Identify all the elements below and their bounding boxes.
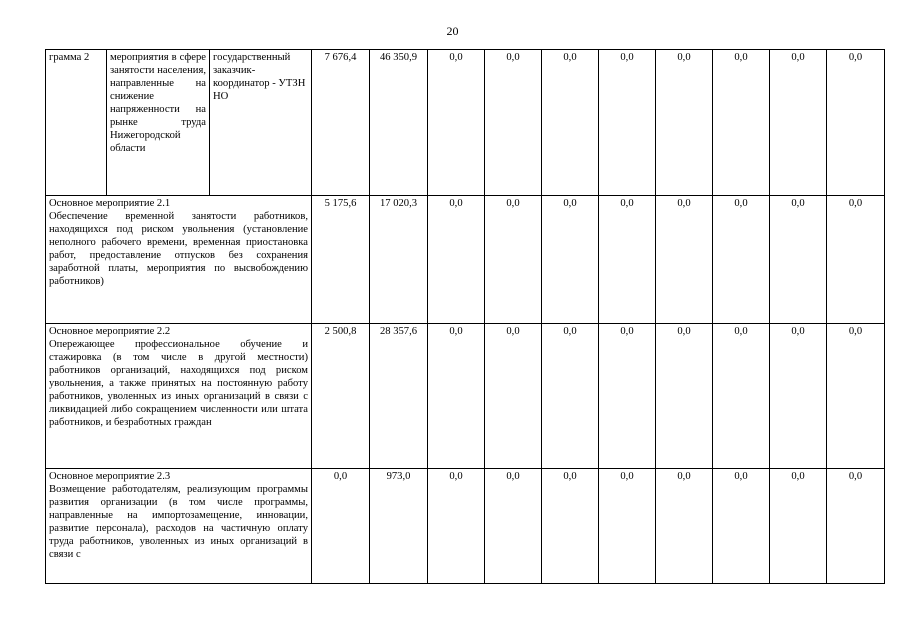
value-cell: 0,0 (713, 324, 770, 469)
activity-title: Основное мероприятие 2.3 (49, 471, 171, 482)
table-row (46, 324, 885, 469)
value-cell: 0,0 (428, 196, 485, 324)
value-cell: 0,0 (485, 196, 542, 324)
value-cell: 0,0 (428, 469, 485, 584)
value-cell: 0,0 (827, 324, 885, 469)
value-cell: 0,0 (713, 469, 770, 584)
value-cell: 0,0 (656, 196, 713, 324)
page-number: 20 (446, 24, 459, 38)
value-cell: 0,0 (485, 469, 542, 584)
activity-description-cell (46, 324, 312, 469)
activity-title: Основное мероприятие 2.1 (49, 198, 171, 209)
table-row (46, 50, 885, 196)
value-cell: 0,0 (656, 324, 713, 469)
activity-text: Обеспечение временной занятости работников, находящихся под риском увольнения (установление неполного рабочего времени, временная приостановка работ, предоставление отпусков без сохранения заработной платы, мероприятия по высвобождению работников) (49, 211, 308, 287)
value-cell: 0,0 (312, 469, 370, 584)
activity-text: Опережающее профессиональное обучение и стажировка (в том числе в другой местности) работников организаций, находящихся под риском увольнения, а также принятых на постоянную работу работников, уволенных из иных организаций в связи с ликвидацией либо сокращением численности или штата работников, и безработных граждан (49, 339, 308, 428)
activity-description-cell (46, 196, 312, 324)
value-cell: 0,0 (428, 50, 485, 196)
value-cell: 0,0 (485, 50, 542, 196)
value-cell: 0,0 (770, 196, 827, 324)
activity-text: Возмещение работодателям, реализующим программы развития организации (в том числе программы, направленные на импортозамещение, инновации, развитие персонала), расходов на частичную оплату труда работников, уволенных из иных организаций в связи с (49, 484, 308, 560)
value-cell: 17 020,3 (370, 196, 428, 324)
value-cell: 28 357,6 (370, 324, 428, 469)
activity-title: Основное мероприятие 2.2 (49, 326, 171, 337)
program-table (45, 49, 885, 584)
value-cell: 5 175,6 (312, 196, 370, 324)
value-cell: 0,0 (542, 324, 599, 469)
value-cell: 0,0 (599, 196, 656, 324)
value-cell: 0,0 (713, 50, 770, 196)
value-cell: 0,0 (827, 196, 885, 324)
value-cell: 7 676,4 (312, 50, 370, 196)
value-cell: 973,0 (370, 469, 428, 584)
value-cell: 0,0 (827, 50, 885, 196)
value-cell: 0,0 (827, 469, 885, 584)
value-cell: 0,0 (713, 196, 770, 324)
table-row (46, 469, 885, 584)
value-cell: 0,0 (542, 50, 599, 196)
value-cell: 0,0 (656, 469, 713, 584)
responsible-executor-cell: государственный заказчик-координатор - УТЗН НО (210, 50, 312, 196)
value-cell: 0,0 (770, 50, 827, 196)
value-cell: 0,0 (599, 469, 656, 584)
value-cell: 46 350,9 (370, 50, 428, 196)
value-cell: 0,0 (599, 50, 656, 196)
value-cell: 0,0 (599, 324, 656, 469)
value-cell: 0,0 (770, 324, 827, 469)
program-name-cell: грамма 2 (46, 50, 107, 196)
value-cell: 2 500,8 (312, 324, 370, 469)
program-description-cell: мероприятия в сфере занятости населения, направленные на снижение напряженности на рынке труда Нижегородской области (107, 50, 210, 196)
value-cell: 0,0 (428, 324, 485, 469)
table-row (46, 196, 885, 324)
value-cell: 0,0 (542, 196, 599, 324)
value-cell: 0,0 (485, 324, 542, 469)
activity-description-cell (46, 469, 312, 584)
value-cell: 0,0 (770, 469, 827, 584)
value-cell: 0,0 (542, 469, 599, 584)
value-cell: 0,0 (656, 50, 713, 196)
